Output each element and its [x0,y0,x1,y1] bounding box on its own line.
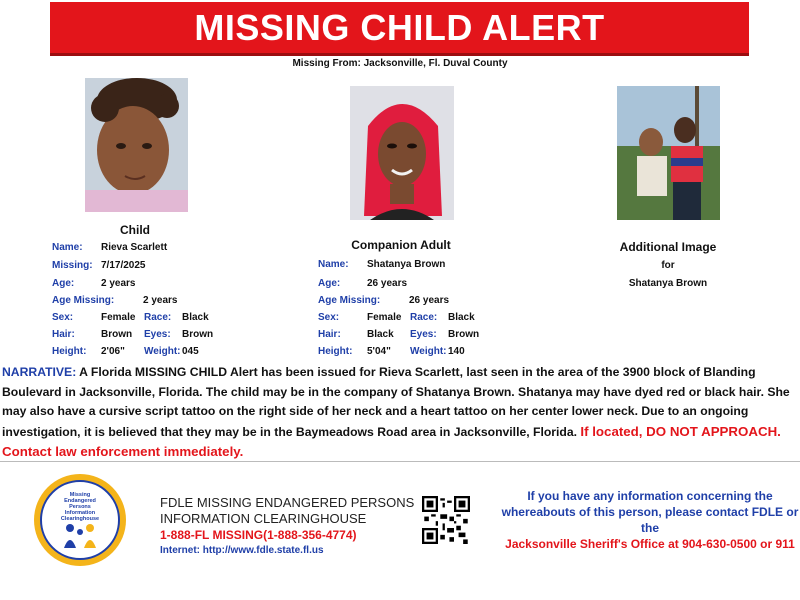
adult-height-label: Height: [318,346,353,357]
narrative-body: A Florida MISSING CHILD Alert has been issued for Rieva Scarlett, last seen in the area of the 3900 block of Blanding Boulevard in Jacksonville, Florida. The child may be in the company of Shatanya Brown. Shatanya may have dyed red or black hair. She may also have a cursive script tattoo on the right side of her neck and a heart tattoo on her center lower neck. Due to an ongoing investigation, it is believed that they may be in the Baymeadows Road area in Jacksonville, Florida. [2,365,790,439]
adult-sex: Female [367,312,402,323]
child-race: Black [182,312,209,323]
logo-text-2: Endangered [64,498,96,504]
adult-eyes-label: Eyes: [410,329,437,340]
child-name-label: Name: [52,242,83,253]
adult-photo [350,86,454,220]
logo-text-4: Information [64,510,96,516]
clearinghouse-logo [34,474,126,566]
fdle-info [160,495,414,559]
logo-text-5: Clearinghouse [60,516,100,522]
adult-weight-label: Weight: [410,346,447,357]
logo-text-1: Missing [69,492,91,498]
qr-code-icon[interactable] [422,496,470,544]
child-height: 2'06" [101,346,125,357]
sheriff-office: Jacksonville Sheriff's Office [505,537,665,551]
narrative-warning: If located, DO NOT APPROACH. Contact law enforcement immediately. [2,423,781,459]
footer-divider [0,461,800,462]
family-figures-icon [60,522,100,548]
adult-age-missing-label: Age Missing: [318,295,381,306]
missing-from: Missing From: Jacksonville, Fl. Duval County [292,58,508,69]
org-line-1: FDLE MISSING ENDANGERED PERSONS [160,495,415,510]
adult-name: Shatanya Brown [367,259,446,270]
adult-hair-label: Hair: [318,329,341,340]
adult-weight: 140 [448,346,465,357]
additional-photo [617,86,720,220]
logo-inner [40,480,120,560]
child-age-missing-label: Age Missing: [52,295,115,306]
logo-text-3: Persons [69,504,91,510]
child-height-label: Height: [52,346,87,357]
child-race-label: Race: [144,312,172,323]
narrative [2,363,798,463]
child-name: Rieva Scarlett [101,242,168,253]
adult-age-missing: 26 years [409,295,450,306]
child-sex: Female [101,312,136,323]
child-age-missing: 2 years [143,295,178,306]
org-line-2: INFORMATION CLEARINGHOUSE [160,511,367,526]
adult-race: Black [448,312,475,323]
contact-line-2: whereabouts of this person, please contact FDLE or the [501,505,799,535]
adult-hair: Black [367,329,394,340]
additional-person: Shatanya Brown [628,278,708,289]
child-sex-label: Sex: [52,312,74,323]
contact-line-1: If you have any information concerning the [527,489,773,503]
child-eyes: Brown [182,329,214,340]
adult-caption: Companion Adult [351,238,451,252]
sheriff-phone[interactable]: 904-630-0500 or 911 [682,537,795,551]
website-link[interactable]: Internet: http://www.fdle.state.fl.us [160,545,324,556]
child-age-label: Age: [52,278,75,289]
contact-info [500,488,800,552]
additional-for: for [661,260,675,271]
child-eyes-label: Eyes: [144,329,171,340]
hotline-phone[interactable]: 1-888-FL MISSING(1-888-356-4774) [160,528,357,542]
narrative-lead: NARRATIVE: [2,365,77,379]
alert-banner [50,2,749,56]
child-caption: Child [120,223,150,237]
additional-caption: Additional Image [619,240,717,254]
adult-age: 26 years [367,278,408,289]
adult-age-label: Age: [318,278,341,289]
contact-line-3 [500,536,800,552]
child-weight-label: Weight: [144,346,181,357]
adult-sex-label: Sex: [318,312,340,323]
adult-race-label: Race: [410,312,438,323]
adult-name-label: Name: [318,259,349,270]
adult-eyes: Brown [448,329,480,340]
child-weight: 045 [182,346,199,357]
child-missing-label: Missing: [52,260,93,271]
child-hair: Brown [101,329,133,340]
child-hair-label: Hair: [52,329,75,340]
child-photo [85,78,188,212]
contact-at: at [664,537,683,551]
child-age: 2 years [101,278,136,289]
adult-height: 5'04" [367,346,391,357]
alert-title: MISSING CHILD ALERT [194,6,605,48]
child-missing-date: 7/17/2025 [101,260,146,271]
